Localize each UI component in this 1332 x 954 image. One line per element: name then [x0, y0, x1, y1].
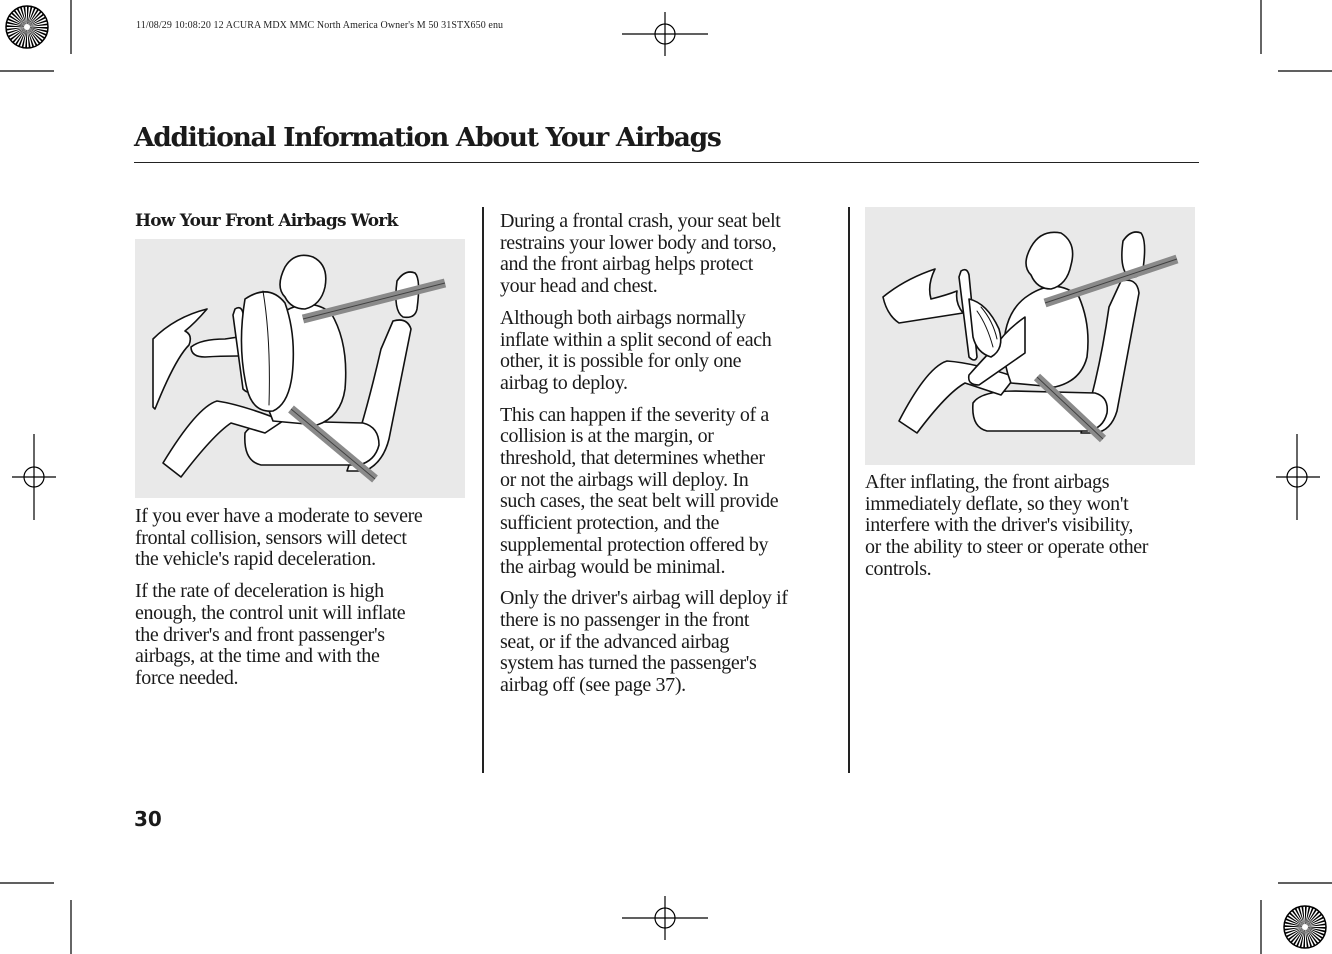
- paragraph: If the rate of deceleration is high enough, the control unit will inflate the driver's and front passenger's airbags, at the time and with the force needed.: [135, 580, 406, 689]
- title-underline: [134, 162, 1199, 163]
- paragraph: If you ever have a moderate to severe frontal collision, sensors will detect the vehicle's rapid deceleration.: [135, 505, 423, 571]
- paragraph: After inflating, the front airbags immediately deflate, so they won't interfere with the driver's visibility, or the ability to steer or operate other controls.: [865, 471, 1149, 580]
- airbag-deflating-illustration: [865, 207, 1195, 465]
- column-divider-right: [848, 207, 850, 773]
- column-divider-left: [482, 207, 484, 773]
- paragraph: Only the driver's airbag will deploy if there is no passenger in the front seat, or if the advanced airbag system has turned the passenger's airbag off (see page 37).: [500, 587, 788, 697]
- left-column-body: [135, 506, 475, 700]
- right-column-body: [865, 472, 1205, 591]
- paragraph: This can happen if the severity of a collision is at the margin, or threshold, that determines whether or not the airbags will deploy. In such cases, the seat belt will provide sufficient protection, and the supplemental protection offered by the airbag would be minimal.: [500, 403, 779, 578]
- page-number: 30: [134, 807, 162, 831]
- left-column: [135, 207, 475, 241]
- paragraph: Although both airbags normally inflate within a split second of each other, it is possible for only one airbag to deploy.: [500, 306, 772, 394]
- middle-column: [500, 211, 840, 707]
- airbag-deploying-illustration: [135, 239, 465, 498]
- section-heading: How Your Front Airbags Work: [135, 211, 398, 231]
- print-job-info: 11/08/29 10:08:20 12 ACURA MDX MMC North America Owner's M 50 31STX650 enu: [136, 20, 504, 31]
- paragraph: During a frontal crash, your seat belt restrains your lower body and torso, and the front airbag helps protect your head and chest.: [500, 210, 781, 298]
- page-title: Additional Information About Your Airbags: [134, 122, 721, 153]
